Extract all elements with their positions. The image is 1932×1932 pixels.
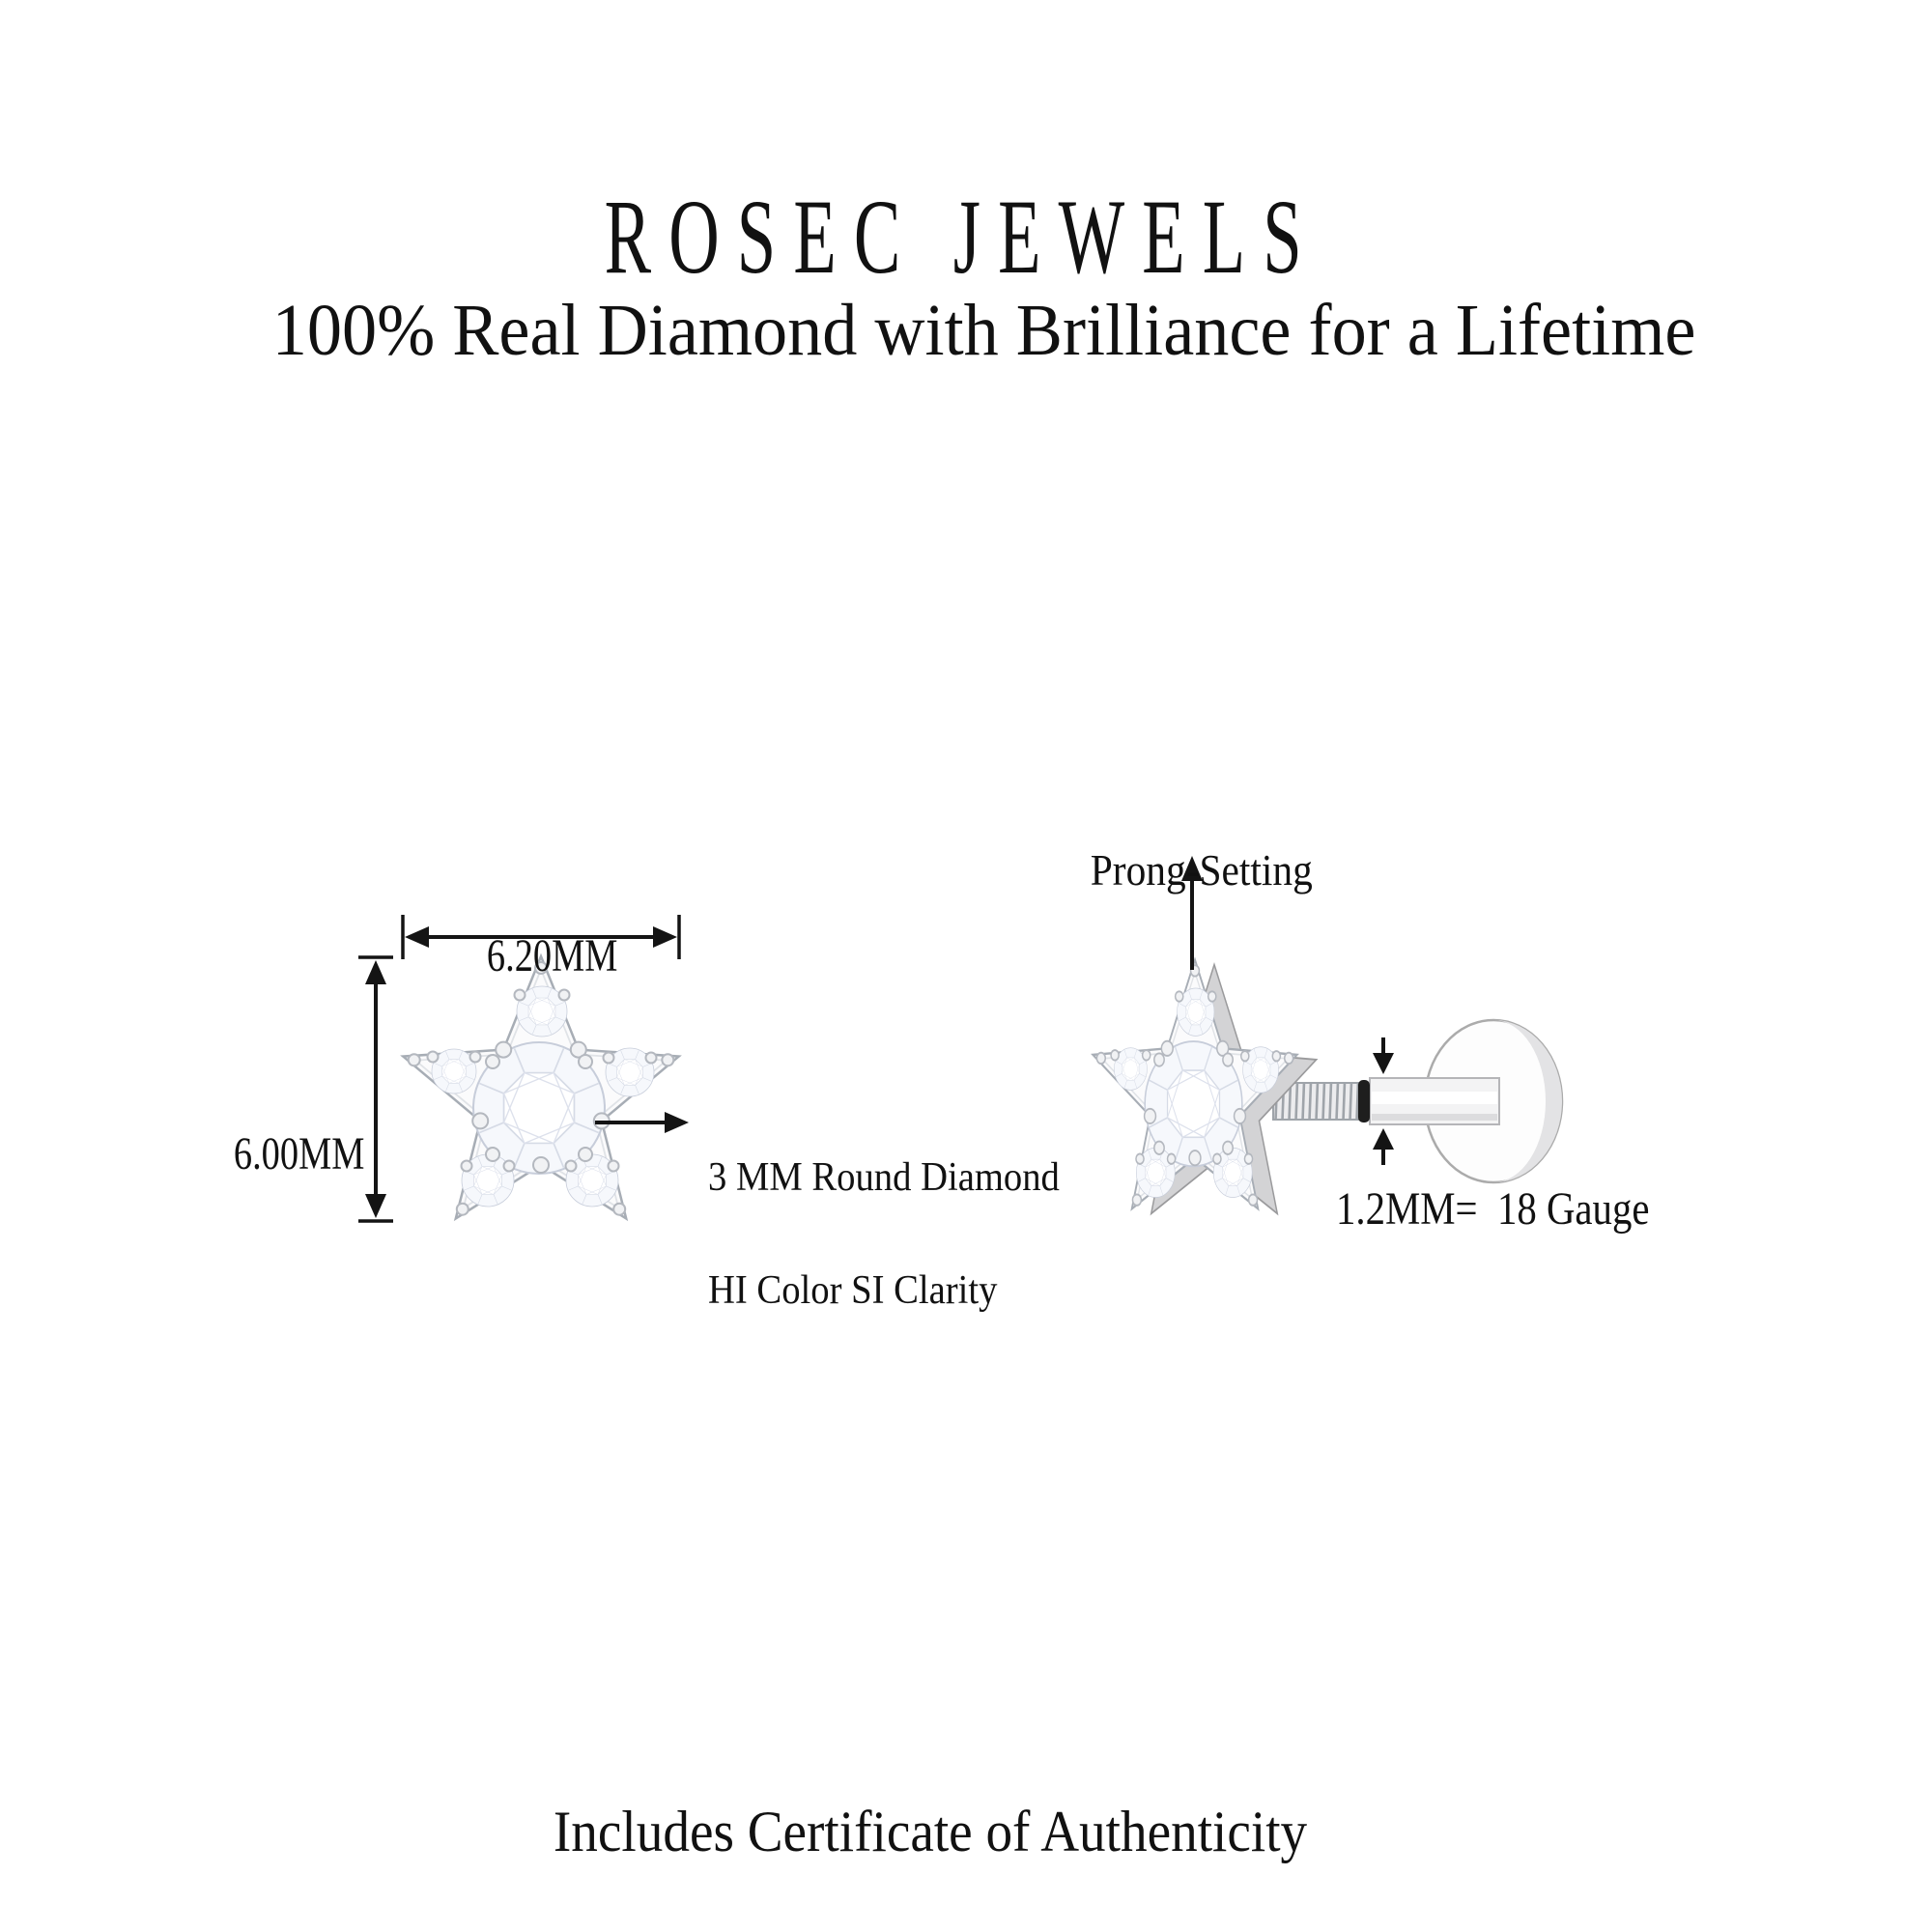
side-view-illustration (1093, 960, 1316, 1214)
gem-annotation-line1: 3 MM Round Diamond (708, 1155, 1060, 1200)
prong-setting-label: Prong-Setting (1090, 845, 1313, 895)
earring-post (1370, 1078, 1499, 1124)
brand-title-text: ROSEC JEWELS (604, 178, 1320, 296)
height-dimension-label: 6.00MM (233, 1128, 364, 1179)
certificate-note: Includes Certificate of Authenticity (553, 1800, 1308, 1863)
front-view-illustration (403, 956, 678, 1218)
center-gem-annotation (708, 1084, 1060, 1348)
tagline-text: 100% Real Diamond with Brilliance for a Lifetime (272, 290, 1696, 371)
post-gauge-label: 1.2MM= 18 Gauge (1336, 1183, 1650, 1235)
width-dimension-label: 6.20MM (487, 930, 618, 981)
o-ring (1358, 1080, 1370, 1122)
tagline (0, 220, 1932, 371)
gem-annotation-line2: HI Color SI Clarity (708, 1268, 998, 1313)
